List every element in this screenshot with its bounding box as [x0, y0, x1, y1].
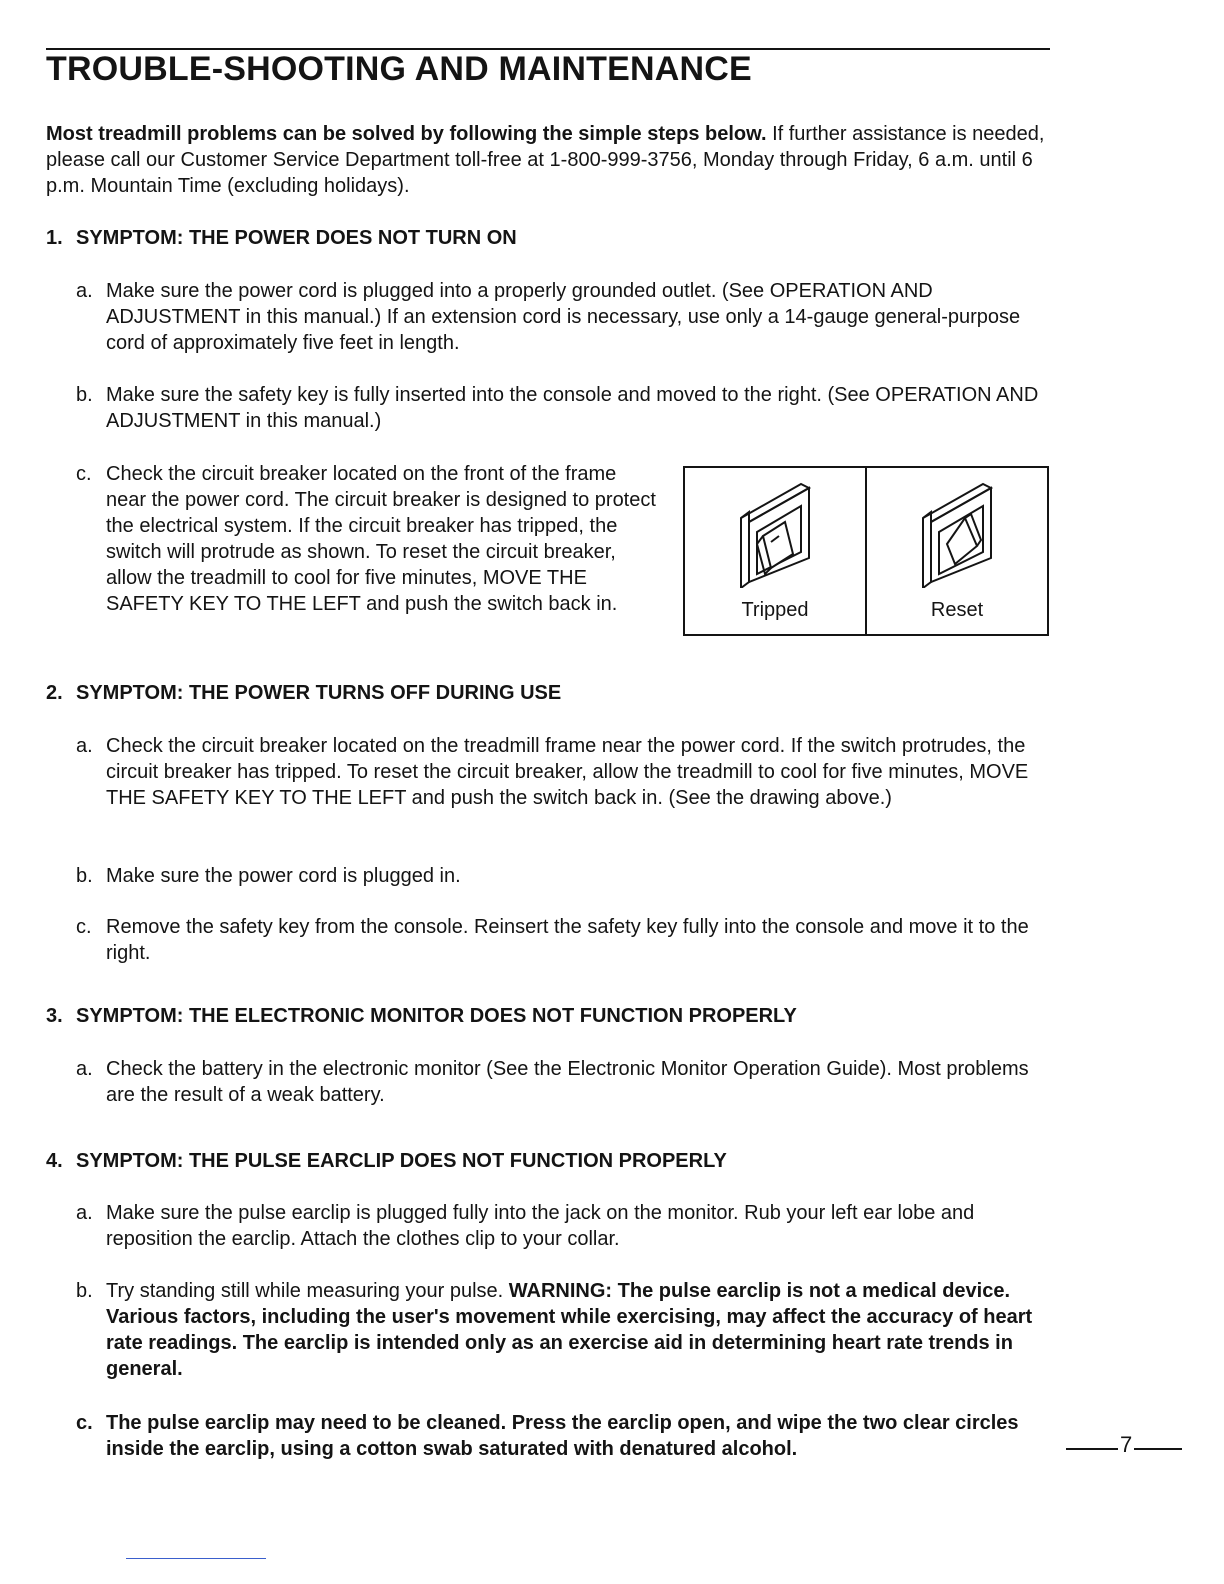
item-text: Try standing still while measuring your pulse. — [106, 1280, 509, 1302]
section-number: 1. — [46, 227, 63, 249]
item-letter: c. — [76, 463, 92, 485]
section-2-item-c — [76, 914, 1046, 966]
section-4-item-b — [76, 1278, 1046, 1382]
section-heading-text: SYMPTOM: THE POWER TURNS OFF DURING USE — [76, 682, 562, 704]
item-text: The pulse earclip may need to be cleaned. Press the earclip open, and wipe the two clear circles inside the earclip, using a cotton swab saturated with denatured alcohol. — [106, 1412, 1019, 1460]
reset-switch-icon — [917, 478, 997, 588]
section-heading-text: SYMPTOM: THE POWER DOES NOT TURN ON — [76, 227, 517, 249]
intro-paragraph — [46, 121, 1046, 199]
item-text: Make sure the power cord is plugged into a properly grounded outlet. (See OPERATION AND ADJUSTMENT in this manual.) If an extension cord is necessary, use only a 14-gauge general-purpose cord of approximately five feet in length. — [106, 280, 1021, 354]
section-1-item-b — [76, 382, 1046, 434]
circuit-breaker-figure — [683, 466, 1049, 636]
item-text: Make sure the pulse earclip is plugged fully into the jack on the monitor. Rub your left ear lobe and reposition the earclip. Attach the clothes clip to your collar. — [106, 1202, 975, 1250]
section-number: 4. — [46, 1150, 63, 1172]
section-4-item-a — [76, 1200, 1046, 1252]
warning-text: WARNING: The pulse earclip is not a medical device. Various factors, including the user's movement while exercising, may affect the accuracy of heart rate readings. The earclip is intended only as an exercise aid in determining heart rate trends in general. — [106, 1280, 1033, 1380]
page-number-rule-left — [1066, 1448, 1118, 1450]
section-3-heading — [46, 1003, 797, 1029]
section-4-item-c — [76, 1410, 1046, 1462]
footer-line — [126, 1558, 266, 1559]
item-letter: a. — [76, 280, 93, 302]
item-letter: a. — [76, 735, 93, 757]
section-heading-text: SYMPTOM: THE ELECTRONIC MONITOR DOES NOT FUNCTION PROPERLY — [76, 1005, 797, 1027]
page-number-rule-right — [1134, 1448, 1182, 1450]
tripped-switch-icon — [735, 478, 815, 588]
section-number: 2. — [46, 682, 63, 704]
tripped-panel — [685, 468, 865, 634]
item-text: Make sure the safety key is fully inserted into the console and moved to the right. (See OPERATION AND ADJUSTMENT in this manual.) — [106, 384, 1039, 432]
item-letter: c. — [76, 1412, 93, 1434]
section-1-item-c — [76, 461, 656, 617]
item-text: Check the circuit breaker located on the front of the frame near the power cord. The circuit breaker is designed to protect the electrical system. If the circuit breaker has tripped, the switch will protrude as shown. To reset the circuit breaker, allow the treadmill to cool for five minutes, MOVE THE SAFETY KEY TO THE LEFT and push the switch back in. — [106, 463, 656, 615]
section-2-item-a — [76, 733, 1046, 811]
section-2-heading — [46, 680, 561, 706]
item-text: Remove the safety key from the console. Reinsert the safety key fully into the console and move it to the right. — [106, 916, 1029, 964]
section-3-item-a — [76, 1056, 1046, 1108]
item-letter: c. — [76, 916, 92, 938]
intro-lead: Most treadmill problems can be solved by following the simple steps below. — [46, 123, 767, 145]
item-letter: a. — [76, 1202, 93, 1224]
section-2-item-b — [76, 863, 1046, 889]
section-4-heading — [46, 1148, 727, 1174]
item-letter: b. — [76, 1280, 93, 1302]
item-letter: b. — [76, 865, 93, 887]
item-letter: b. — [76, 384, 93, 406]
reset-label: Reset — [930, 599, 984, 621]
section-1-heading — [46, 225, 517, 251]
item-text: Check the battery in the electronic monitor (See the Electronic Monitor Operation Guide). Most problems are the result of a weak battery. — [106, 1058, 1029, 1106]
item-text: Make sure the power cord is plugged in. — [106, 865, 461, 887]
section-1-item-a — [76, 278, 1046, 356]
tripped-label: Tripped — [741, 599, 809, 621]
page-title: TROUBLE-SHOOTING AND MAINTENANCE — [46, 50, 752, 88]
item-text: Check the circuit breaker located on the treadmill frame near the power cord. If the switch protrudes, the circuit breaker has tripped. To reset the circuit breaker, allow the treadmill to cool for five minutes, MOVE THE SAFETY KEY TO THE LEFT and push the switch back in. (See the drawing above.) — [106, 735, 1029, 809]
section-number: 3. — [46, 1005, 63, 1027]
section-heading-text: SYMPTOM: THE PULSE EARCLIP DOES NOT FUNCTION PROPERLY — [76, 1150, 727, 1172]
page-number: 7 — [1120, 1432, 1133, 1457]
reset-panel — [865, 468, 1047, 634]
item-letter: a. — [76, 1058, 93, 1080]
intro-rest: If further assistance is needed, please call our Customer Service Department toll-free at 1-800-999-3756, Monday through Friday, 6 a.m. until 6 p.m. Mountain Time (excluding holidays). — [46, 123, 1045, 197]
